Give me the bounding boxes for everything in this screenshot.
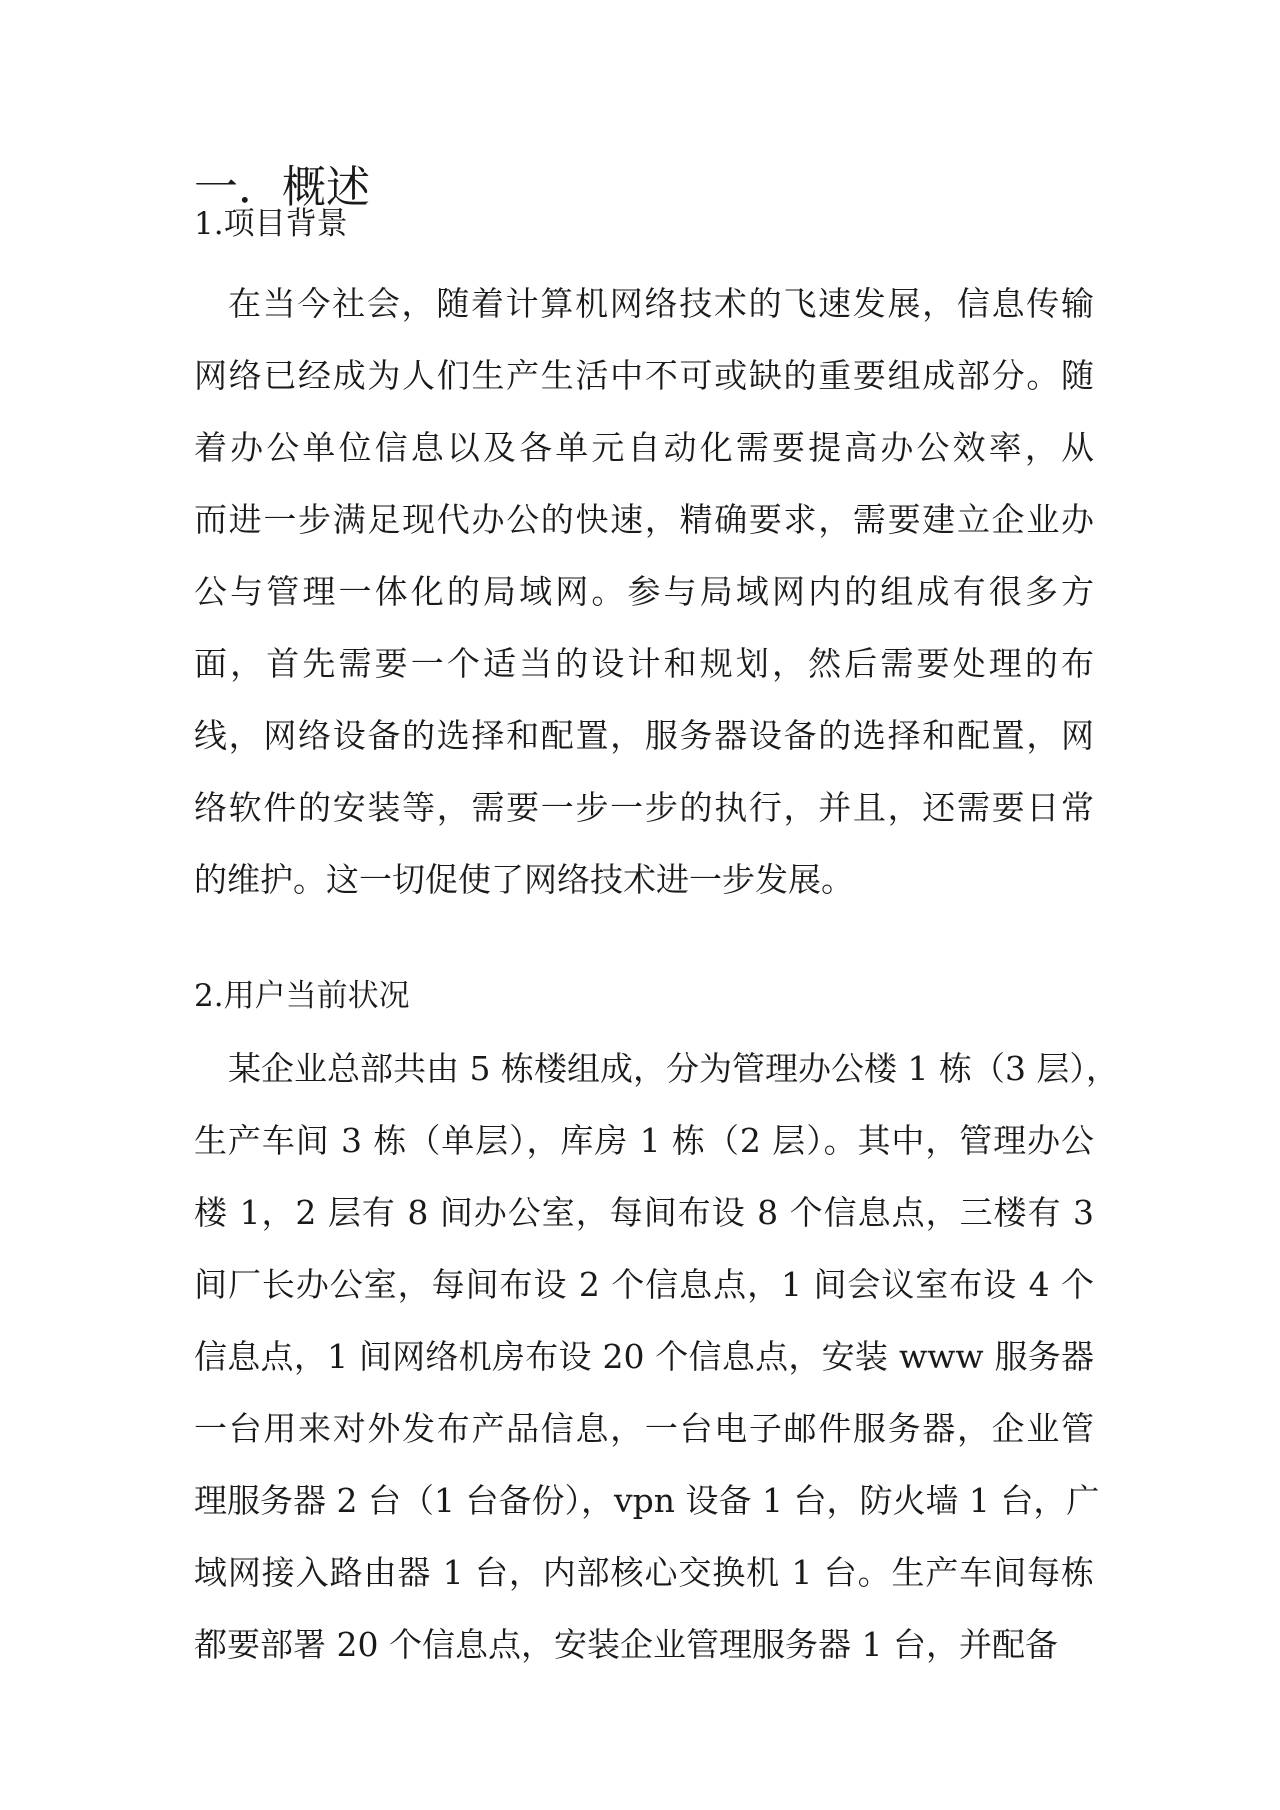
paragraph-line: 理服务器 2 台（1 台备份），vpn 设备 1 台，防火墙 1 台，广 [194,1481,1100,1520]
paragraph-background [194,268,1094,916]
chapter-title: 一．概述 [194,162,370,213]
paragraph-line: 而进一步满足现代办公的快速，精确要求，需要建立企业办 [194,500,1094,539]
paragraph-line: 信息点，1 间网络机房布设 20 个信息点，安装 www 服务器 [194,1337,1094,1376]
paragraph-line: 着办公单位信息以及各单元自动化需要提高办公效率，从 [194,428,1094,467]
section-heading-background: 1.项目背景 [194,206,348,242]
paragraph-user-status [194,1033,1119,1681]
paragraph-line: 某企业总部共由 5 栋楼组成，分为管理办公楼 1 栋（3 层）， [228,1049,1119,1088]
paragraph-line: 间厂长办公室，每间布设 2 个信息点，1 间会议室布设 4 个 [194,1265,1094,1304]
paragraph-line: 域网接入路由器 1 台，内部核心交换机 1 台。生产车间每栋 [194,1553,1094,1592]
paragraph-line: 线，网络设备的选择和配置，服务器设备的选择和配置，网 [194,716,1094,755]
paragraph-line: 一台用来对外发布产品信息，一台电子邮件服务器，企业管 [194,1409,1094,1448]
paragraph-line: 在当今社会，随着计算机网络技术的飞速发展，信息传输 [228,284,1094,323]
paragraph-line: 生产车间 3 栋（单层），库房 1 栋（2 层）。其中，管理办公 [194,1121,1094,1160]
paragraph-line: 的维护。这一切促使了网络技术进一步发展。 [194,860,854,899]
paragraph-line: 公与管理一体化的局域网。参与局域网内的组成有很多方 [194,572,1094,611]
paragraph-line: 楼 1，2 层有 8 间办公室，每间布设 8 个信息点，三楼有 3 [194,1193,1094,1232]
paragraph-line: 面，首先需要一个适当的设计和规划，然后需要处理的布 [194,644,1094,683]
paragraph-line: 都要部署 20 个信息点，安装企业管理服务器 1 台，并配备 [194,1625,1058,1664]
paragraph-line: 网络已经成为人们生产生活中不可或缺的重要组成部分。随 [194,356,1094,395]
section-heading-user-status: 2.用户当前状况 [194,978,410,1014]
paragraph-line: 络软件的安装等，需要一步一步的执行，并且，还需要日常 [194,788,1094,827]
